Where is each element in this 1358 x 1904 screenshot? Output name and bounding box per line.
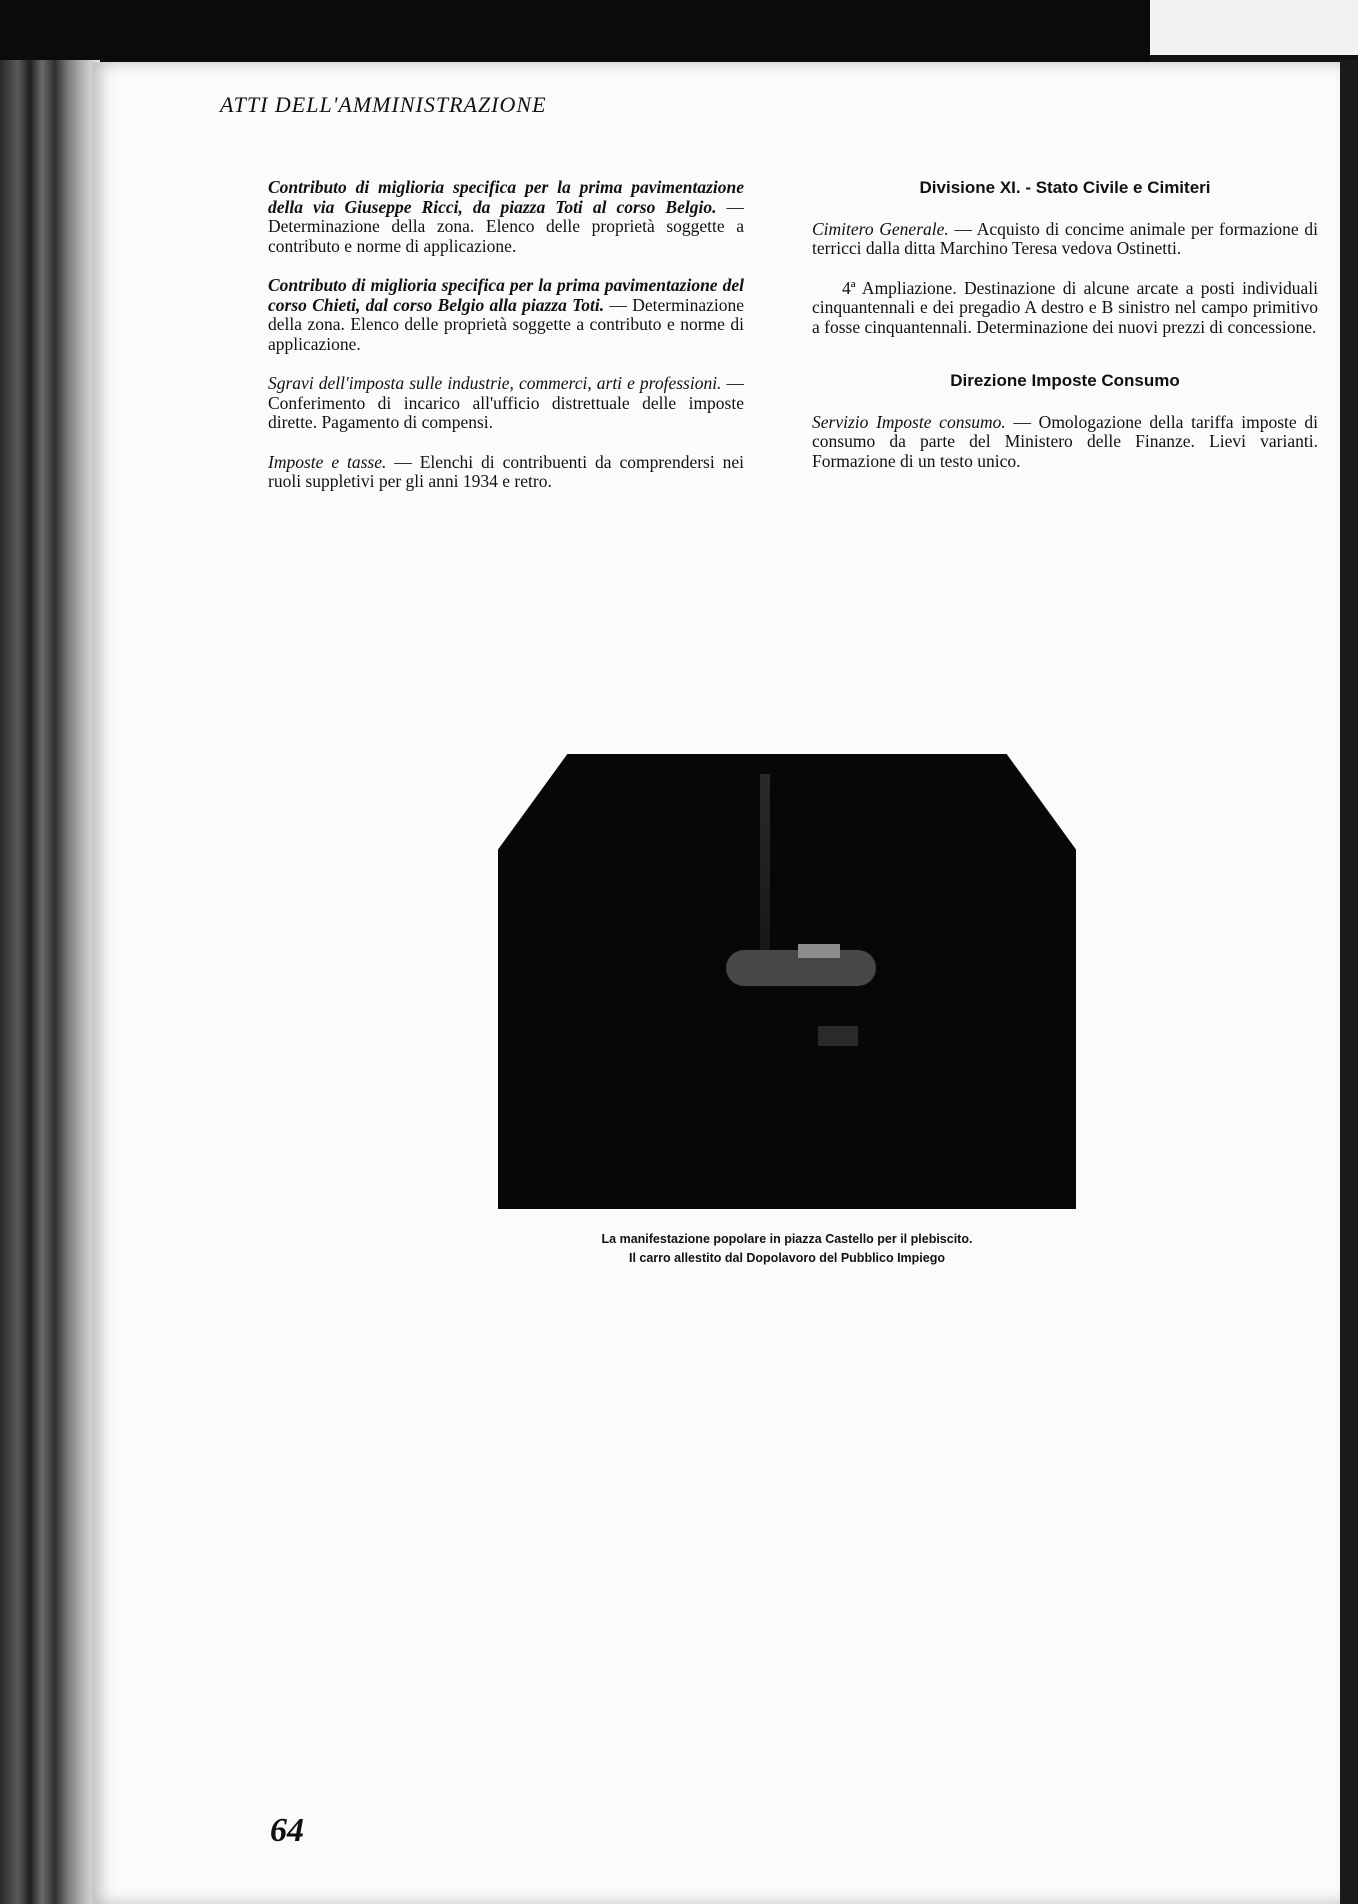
scan-corner <box>1150 0 1358 55</box>
entry-imposte <box>268 453 744 492</box>
entry-servizio <box>812 413 1318 472</box>
photo-float-highlight <box>798 944 840 958</box>
entry-title: Contributo di miglioria specifica per la prima pavimentazione della via Giuseppe Ricci, da piazza Toti al corso Belgio. <box>268 177 744 217</box>
entry-title: Contributo di miglioria specifica per la prima pavimentazione del corso Chieti, dal corso Belgio alla piazza Toti. <box>268 275 744 315</box>
page-header: ATTI DELL'AMMINISTRAZIONE <box>220 92 547 117</box>
right-column <box>812 178 1318 491</box>
entry-title: Imposte e tasse. <box>268 451 387 472</box>
entry-title: Sgravi dell'imposta sulle industrie, commerci, arti e professioni. <box>268 373 722 393</box>
entry-chieti <box>268 276 744 354</box>
entry-body: — Acquisto di concime animale per formazione di terricci dalla ditta Marchino Teresa vedova Ostinetti. <box>812 218 1319 258</box>
page-number: 64 <box>270 1812 304 1849</box>
section-heading-stato-civile: Divisione XI. - Stato Civile e Cimiteri <box>919 178 1211 197</box>
photo-caption <box>498 1230 1076 1268</box>
caption-line-2: Il carro allestito dal Dopolavoro del Pubblico Impiego <box>628 1251 946 1265</box>
section-heading-imposte-consumo: Direzione Imposte Consumo <box>950 371 1180 390</box>
entry-title: Cimitero Generale. <box>812 218 949 239</box>
photo-plebiscito-float <box>498 754 1076 1209</box>
entry-body: 4ª Ampliazione. Destinazione di alcune arcate a posti individuali cinquantennali e dei pregadio A destro e B sinistro nel campo primitivo a fosse cinquantennali. Determinazione dei nuovi prezzi di concessione. <box>812 277 1318 337</box>
scan-dark-band <box>0 0 1150 68</box>
photo-pole <box>760 774 770 974</box>
entry-ampliazione <box>812 279 1318 338</box>
scan-right-edge <box>1340 60 1358 1904</box>
entry-body: — Determinazione della zona. Elenco delle proprietà soggette a contributo e norme di applicazione. <box>268 294 744 354</box>
entry-body: — Conferimento di incarico all'ufficio distrettuale delle imposte dirette. Pagamento di compensi. <box>268 373 744 432</box>
entry-cimitero <box>812 220 1318 259</box>
entry-body: — Elenchi di contribuenti da comprendersi nei ruoli suppletivi per gli anni 1934 e retro. <box>268 451 745 491</box>
book-spine <box>0 60 100 1904</box>
entry-title: Servizio Imposte consumo. <box>812 411 1006 432</box>
photo-detail <box>818 1026 858 1046</box>
entry-body: — Omologazione della tariffa imposte di consumo da parte del Ministero delle Finanze. Lievi varianti. Formazione di un testo unico. <box>812 411 1318 471</box>
entry-ricci <box>268 178 744 256</box>
entry-body: — Determinazione della zona. Elenco delle proprietà soggette a contributo e norme di applicazione. <box>268 196 744 256</box>
entry-sgravi <box>268 374 744 433</box>
caption-line-1: La manifestazione popolare in piazza Castello per il plebiscito. <box>601 1232 973 1246</box>
left-column <box>268 178 744 512</box>
